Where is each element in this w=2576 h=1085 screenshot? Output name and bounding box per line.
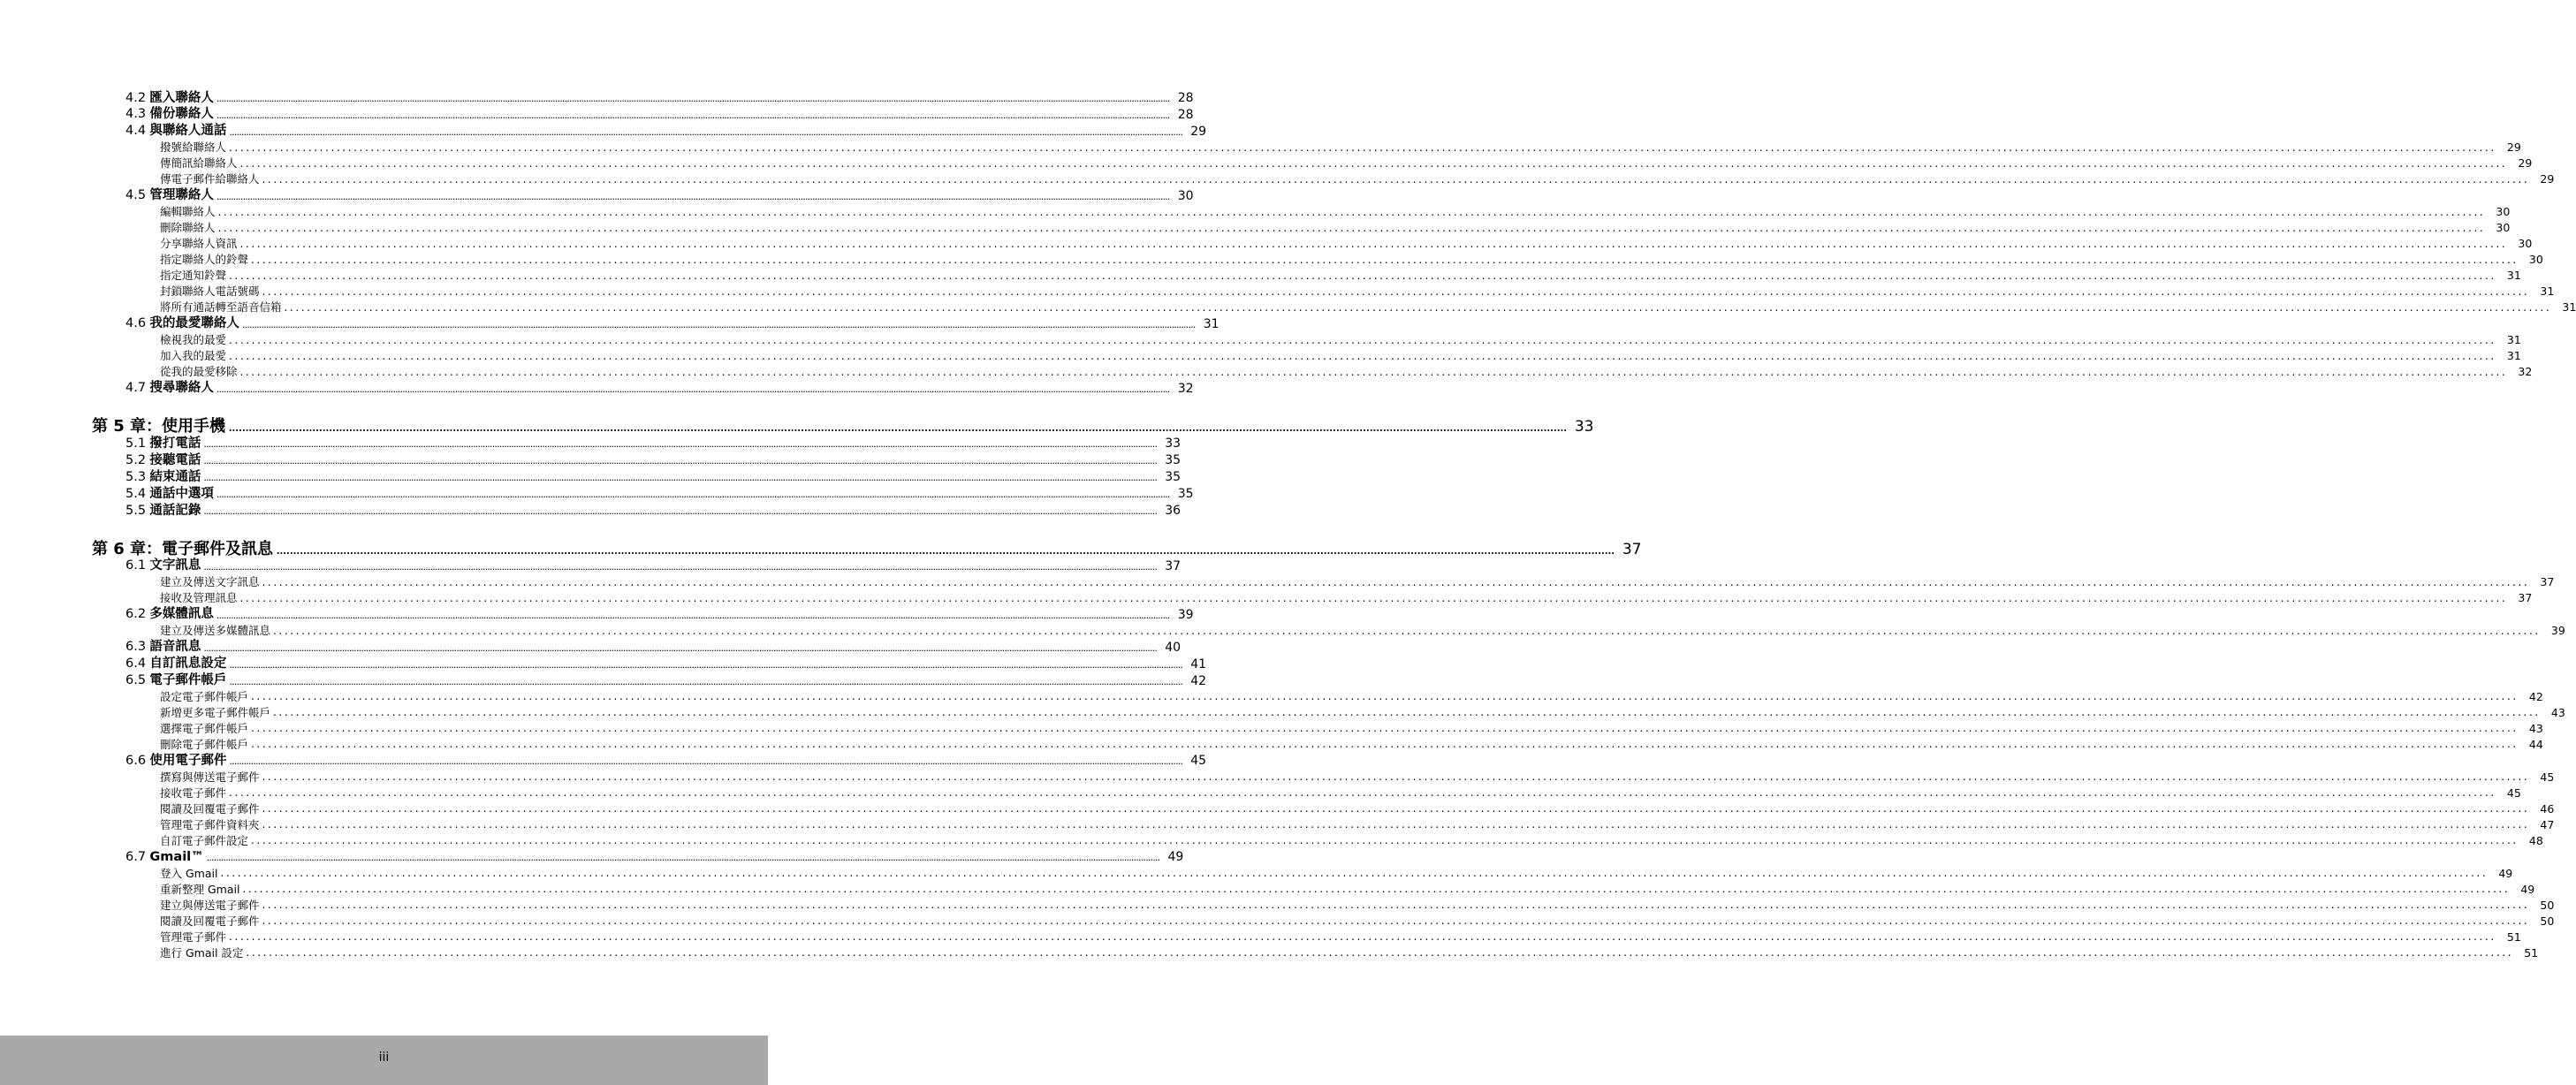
section-number: 5.5 xyxy=(125,503,147,518)
toc-entry-sub[interactable] xyxy=(160,574,2555,589)
dot-leader: ................................................................................................................................................................................................................................................................................................................................................................................................................ xyxy=(273,706,2541,719)
toc-entry-section[interactable] xyxy=(125,89,1194,105)
dot-leader: ................................................................................................................................................................................................................................................................................................................................................................................................................ xyxy=(203,472,1158,484)
toc-entry-title: 傳簡訊給聯絡人 xyxy=(160,156,238,171)
toc-page-number: 36 xyxy=(1165,504,1182,518)
toc-entry-label xyxy=(125,608,214,621)
toc-page-number: 51 xyxy=(2506,929,2521,944)
dot-leader: ................................................................................................................................................................................................................................................................................................................................................................................................................ xyxy=(216,109,1170,121)
toc-entry-title: 封鎖聯絡人電話號碼 xyxy=(160,285,260,299)
toc-entry-section[interactable] xyxy=(125,106,1194,122)
toc-page-number: 50 xyxy=(2540,898,2555,912)
toc-page-number: 44 xyxy=(2528,737,2543,751)
toc-page-number: 31 xyxy=(2506,269,2521,283)
toc-entry-title: 管理聯絡人 xyxy=(149,188,214,203)
toc-page-number: 39 xyxy=(1177,607,1194,622)
toc-page-number: 29 xyxy=(2506,140,2521,155)
toc-entry-title: 電子郵件帳戶 xyxy=(149,673,227,687)
section-number: 6.2 xyxy=(125,607,147,622)
toc-entry-sub[interactable] xyxy=(160,300,2576,315)
section-number: 4.4 xyxy=(125,124,147,139)
toc-entry-title: 刪除電子郵件帳戶 xyxy=(160,737,249,751)
toc-page-number: 30 xyxy=(2518,237,2533,251)
toc-entry-sub[interactable] xyxy=(160,720,2543,735)
toc-entry-label xyxy=(160,801,260,816)
dot-leader: ................................................................................................................................................................................................................................................................................................................................................................................................................ xyxy=(229,125,1183,138)
toc-entry-label xyxy=(160,900,260,912)
dot-leader: ................................................................................................................................................................................................................................................................................................................................................................................................................ xyxy=(229,675,1183,687)
toc-entry-title: 傳電子郵件給聯絡人 xyxy=(160,172,260,186)
toc-entry-label xyxy=(160,945,244,960)
toc-entry-sub[interactable] xyxy=(160,881,2535,896)
section-number: 6.5 xyxy=(125,673,147,687)
toc-page-number: 29 xyxy=(2540,172,2555,186)
toc-page-number: 29 xyxy=(1190,124,1207,139)
toc-entry-title: 第 6 章：電子郵件及訊息 xyxy=(92,539,274,558)
toc-entry-sub[interactable] xyxy=(160,832,2543,847)
page-footer xyxy=(0,1036,768,1085)
toc-entry-sub[interactable] xyxy=(160,364,2533,378)
toc-entry-section[interactable] xyxy=(125,435,1182,451)
toc-entry-sub[interactable] xyxy=(160,800,2555,816)
dot-leader: ................................................................................................................................................................................................................................................................................................................................................................................................................ xyxy=(216,93,1170,104)
toc-entry-title: 與聯絡人通話 xyxy=(149,124,227,139)
toc-entry-section[interactable] xyxy=(125,485,1194,502)
dot-leader: ................................................................................................................................................................................................................................................................................................................................................................................................................ xyxy=(276,540,1615,558)
toc-page-number: 40 xyxy=(1165,640,1182,655)
toc-entry-title: 第 5 章：使用手機 xyxy=(92,417,226,436)
toc-entry-sub[interactable] xyxy=(160,769,2555,784)
toc-entry-title: 設定電子郵件帳戶 xyxy=(160,689,249,703)
toc-page-number: 48 xyxy=(2528,833,2543,847)
dot-leader: ................................................................................................................................................................................................................................................................................................................................................................................................................ xyxy=(229,349,2496,362)
dot-leader: ................................................................................................................................................................................................................................................................................................................................................................................................................ xyxy=(206,852,1160,864)
toc-entry-sub[interactable] xyxy=(160,623,2565,638)
dot-leader: ................................................................................................................................................................................................................................................................................................................................................................................................................ xyxy=(203,560,1158,573)
toc-entry-label xyxy=(125,382,214,395)
toc-page-number: 28 xyxy=(1177,107,1194,122)
dot-leader: ................................................................................................................................................................................................................................................................................................................................................................................................................ xyxy=(229,786,2496,800)
toc-entry-label xyxy=(125,437,201,451)
section-number: 5.1 xyxy=(125,436,147,451)
toc-entry-section[interactable] xyxy=(125,451,1182,468)
dot-leader: ................................................................................................................................................................................................................................................................................................................................................................................................................ xyxy=(216,383,1170,395)
toc-entry-section[interactable] xyxy=(125,639,1182,655)
section-number: 4.7 xyxy=(125,381,147,395)
toc-page-number: 28 xyxy=(1177,91,1194,105)
dot-leader: ................................................................................................................................................................................................................................................................................................................................................................................................................ xyxy=(229,140,2496,154)
dot-leader: ................................................................................................................................................................................................................................................................................................................................................................................................................ xyxy=(229,333,2496,346)
toc-entry-title: 閱讀及回覆電子郵件 xyxy=(160,801,260,816)
toc-page-number: 45 xyxy=(1190,754,1207,769)
toc-page-number: 35 xyxy=(1165,453,1182,468)
toc-entry-label xyxy=(160,335,226,346)
toc-page-number: 47 xyxy=(2540,817,2555,831)
toc-page-number: 30 xyxy=(2496,221,2511,235)
toc-entry-title: 建立及傳送多媒體訊息 xyxy=(160,624,271,638)
dot-leader: ................................................................................................................................................................................................................................................................................................................................................................................................................ xyxy=(262,770,2530,784)
section-number: 6.6 xyxy=(125,753,147,768)
section-number: 6.4 xyxy=(125,656,147,671)
toc-entry-title: 通話中選項 xyxy=(149,486,214,501)
dot-leader: ................................................................................................................................................................................................................................................................................................................................................................................................................ xyxy=(239,156,2508,170)
toc-entry-sub[interactable] xyxy=(160,929,2521,944)
toc-entry-label xyxy=(92,419,225,435)
toc-entry-sub[interactable] xyxy=(160,348,2521,362)
toc-page-number: 45 xyxy=(2506,785,2521,800)
toc-page-number: 51 xyxy=(2524,945,2539,960)
dot-leader: ................................................................................................................................................................................................................................................................................................................................................................................................................ xyxy=(229,269,2496,282)
toc-entry-label xyxy=(125,674,226,687)
toc-entry-title: 接聽電話 xyxy=(149,452,201,467)
toc-entry-label xyxy=(125,641,201,654)
toc-entry-sub[interactable] xyxy=(160,897,2555,912)
toc-entry-label xyxy=(125,189,214,202)
dot-leader: ................................................................................................................................................................................................................................................................................................................................................................................................................ xyxy=(216,609,1170,621)
toc-entry-title: 建立與傳送電子郵件 xyxy=(160,898,260,912)
toc-page-number: 37 xyxy=(1622,540,1642,558)
dot-leader: ................................................................................................................................................................................................................................................................................................................................................................................................................ xyxy=(229,658,1183,671)
toc-entry-sub[interactable] xyxy=(160,156,2533,171)
toc-entry-label xyxy=(160,737,249,751)
toc-entry-title: Gmail™ xyxy=(149,849,204,864)
toc-page-number: 33 xyxy=(1165,436,1182,451)
toc-entry-label xyxy=(160,351,226,362)
dot-leader: ................................................................................................................................................................................................................................................................................................................................................................................................................ xyxy=(217,205,2486,218)
dot-leader: ................................................................................................................................................................................................................................................................................................................................................................................................................ xyxy=(262,285,2530,298)
toc-entry-sub[interactable] xyxy=(160,704,2565,719)
toc-entry-title: 閱讀及回覆電子郵件 xyxy=(160,914,260,928)
toc-page-number: 31 xyxy=(1203,316,1220,331)
toc-page-number: 43 xyxy=(2528,721,2543,735)
dot-leader: ................................................................................................................................................................................................................................................................................................................................................................................................................ xyxy=(216,190,1170,202)
toc-entry-chapter[interactable] xyxy=(92,538,1642,558)
toc-entry-label xyxy=(160,302,282,314)
toc-entry-sub[interactable] xyxy=(160,688,2543,703)
dot-leader: ................................................................................................................................................................................................................................................................................................................................................................................................................ xyxy=(246,946,2514,960)
dot-leader: ................................................................................................................................................................................................................................................................................................................................................................................................................ xyxy=(251,722,2519,735)
toc-page-number: 49 xyxy=(2498,866,2513,880)
toc-entry-label xyxy=(160,223,216,234)
toc-entry-title: 從我的最愛移除 xyxy=(160,365,238,378)
toc-entry-sub[interactable] xyxy=(160,913,2555,928)
toc-entry-label xyxy=(125,505,201,518)
toc-entry-section[interactable] xyxy=(125,315,1220,331)
toc-entry-title: 文字訊息 xyxy=(149,558,201,573)
toc-entry-section[interactable] xyxy=(125,606,1194,622)
toc-entry-title: 搜尋聯絡人 xyxy=(149,381,214,395)
toc-entry-title: 管理電子郵件資料夾 xyxy=(160,817,260,831)
toc-entry-section[interactable] xyxy=(125,656,1207,671)
section-number: 6.3 xyxy=(125,640,147,655)
page-number: iii xyxy=(378,1051,390,1065)
toc-entry-label xyxy=(160,705,271,719)
toc-entry-label xyxy=(125,317,239,330)
toc-page-number: 43 xyxy=(2550,705,2565,719)
toc-page-number: 30 xyxy=(2496,205,2511,219)
dot-leader: ................................................................................................................................................................................................................................................................................................................................................................................................................ xyxy=(284,300,2552,314)
toc-entry-label xyxy=(125,488,214,501)
toc-entry-label xyxy=(160,174,260,186)
toc-entry-label xyxy=(160,817,260,831)
toc-entry-section[interactable] xyxy=(125,502,1182,518)
toc-entry-sub[interactable] xyxy=(160,785,2521,800)
toc-entry-label xyxy=(160,270,226,282)
toc-entry-label xyxy=(125,755,226,768)
toc-page-number: 31 xyxy=(2540,285,2555,299)
toc-entry-label xyxy=(160,833,249,847)
toc-entry-title: 自訂電子郵件設定 xyxy=(160,833,249,847)
toc-entry-chapter[interactable] xyxy=(92,415,1594,436)
toc-entry-section[interactable] xyxy=(125,558,1182,573)
toc-page-number: 45 xyxy=(2540,770,2555,784)
toc-entry-title: 匯入聯絡人 xyxy=(149,90,214,105)
toc-entry-label xyxy=(92,539,274,558)
toc-entry-title: 重新整理 Gmail xyxy=(160,882,240,896)
dot-leader: ................................................................................................................................................................................................................................................................................................................................................................................................................ xyxy=(203,455,1158,467)
toc-page-number: 37 xyxy=(2540,575,2555,589)
toc-page-number: 35 xyxy=(1165,470,1182,485)
dot-leader: ................................................................................................................................................................................................................................................................................................................................................................................................................ xyxy=(239,365,2508,378)
toc-entry-label xyxy=(160,626,270,637)
toc-entry-sub[interactable] xyxy=(160,204,2511,219)
toc-entry-title: 通話記錄 xyxy=(149,503,201,518)
toc-entry-label xyxy=(160,367,238,378)
dot-leader: ................................................................................................................................................................................................................................................................................................................................................................................................................ xyxy=(273,624,2541,637)
dot-leader: ................................................................................................................................................................................................................................................................................................................................................................................................................ xyxy=(220,867,2489,880)
toc-entry-title: 撥打電話 xyxy=(149,436,201,451)
toc-entry-title: 指定聯絡人的鈴聲 xyxy=(160,253,249,267)
dot-leader: ................................................................................................................................................................................................................................................................................................................................................................................................................ xyxy=(262,914,2530,928)
toc-entry-label xyxy=(160,239,238,250)
toc-entry-title: 撰寫與傳送電子郵件 xyxy=(160,770,260,784)
toc-entry-title: 建立及傳送文字訊息 xyxy=(160,575,260,589)
toc-page-number: 49 xyxy=(1167,850,1184,865)
dot-leader: ................................................................................................................................................................................................................................................................................................................................................................................................................ xyxy=(216,489,1170,501)
toc-entry-label xyxy=(160,929,227,944)
dot-leader: ................................................................................................................................................................................................................................................................................................................................................................................................................ xyxy=(228,418,1567,436)
toc-entry-title: 撥號給聯絡人 xyxy=(160,140,227,155)
toc-page-number: 31 xyxy=(2506,349,2521,362)
toc-entry-section[interactable] xyxy=(125,468,1182,485)
toc-entry-label xyxy=(160,884,239,896)
toc-page-number: 35 xyxy=(1177,487,1194,502)
toc-entry-title: 我的最愛聯絡人 xyxy=(149,316,239,331)
toc-entry-label xyxy=(160,916,260,928)
toc-page-number: 31 xyxy=(2562,300,2576,315)
toc-page-number: 49 xyxy=(2520,882,2535,896)
section-number: 5.2 xyxy=(125,452,147,467)
toc-entry-title: 新增更多電子郵件帳戶 xyxy=(160,705,271,719)
toc-entry-label xyxy=(125,471,201,484)
section-number: 6.1 xyxy=(125,558,147,573)
toc-entry-title: 備份聯絡人 xyxy=(149,107,214,122)
toc-entry-title: 將所有通話轉至語音信箱 xyxy=(160,300,282,315)
toc-entry-sub[interactable] xyxy=(160,332,2521,346)
dot-leader: ................................................................................................................................................................................................................................................................................................................................................................................................................ xyxy=(251,834,2519,847)
dot-leader: ................................................................................................................................................................................................................................................................................................................................................................................................................ xyxy=(242,883,2511,896)
toc-entry-title: 選擇電子郵件帳戶 xyxy=(160,721,249,735)
dot-leader: ................................................................................................................................................................................................................................................................................................................................................................................................................ xyxy=(239,591,2508,604)
toc-entry-title: 登入 Gmail xyxy=(160,866,218,880)
toc-entry-label xyxy=(125,125,226,138)
dot-leader: ................................................................................................................................................................................................................................................................................................................................................................................................................ xyxy=(262,172,2530,186)
toc-entry-sub[interactable] xyxy=(160,236,2533,251)
toc-entry-label xyxy=(125,454,201,467)
toc-entry-section[interactable] xyxy=(125,187,1194,203)
toc-page-number: 42 xyxy=(1190,673,1207,688)
dot-leader: ................................................................................................................................................................................................................................................................................................................................................................................................................ xyxy=(203,641,1158,654)
toc-entry-title: 自訂訊息設定 xyxy=(149,656,227,671)
toc-page-number: 39 xyxy=(2550,624,2565,638)
dot-leader: ................................................................................................................................................................................................................................................................................................................................................................................................................ xyxy=(229,755,1183,768)
dot-leader: ................................................................................................................................................................................................................................................................................................................................................................................................................ xyxy=(251,253,2519,266)
toc-entry-title: 多媒體訊息 xyxy=(149,607,214,622)
section-number: 4.2 xyxy=(125,90,147,105)
dot-leader: ................................................................................................................................................................................................................................................................................................................................................................................................................ xyxy=(262,575,2530,588)
toc-entry-label xyxy=(160,689,249,703)
toc-entry-sub[interactable] xyxy=(160,171,2555,186)
toc-page-number: 33 xyxy=(1574,418,1594,436)
toc-page-number: 32 xyxy=(2518,365,2533,378)
toc-entry-label xyxy=(160,721,249,735)
dot-leader: ................................................................................................................................................................................................................................................................................................................................................................................................................ xyxy=(262,818,2530,831)
toc-entry-label xyxy=(160,286,260,298)
toc-entry-title: 刪除聯絡人 xyxy=(160,221,216,235)
dot-leader: ................................................................................................................................................................................................................................................................................................................................................................................................................ xyxy=(251,738,2519,751)
toc-page-number: 30 xyxy=(2528,253,2543,267)
toc-entry-label xyxy=(160,207,216,218)
toc-entry-title: 結束通話 xyxy=(149,469,201,484)
section-number: 4.6 xyxy=(125,316,147,331)
section-number: 4.3 xyxy=(125,107,147,122)
dot-leader: ................................................................................................................................................................................................................................................................................................................................................................................................................ xyxy=(203,505,1158,517)
toc-entry-label xyxy=(160,593,238,604)
toc-entry-section[interactable] xyxy=(125,752,1207,769)
toc-entry-label xyxy=(125,92,214,105)
toc-entry-label xyxy=(160,785,227,800)
toc-entry-label xyxy=(125,657,226,671)
toc-entry-label xyxy=(160,254,248,266)
toc-entry-sub[interactable] xyxy=(160,865,2513,880)
toc-entry-title: 接收電子郵件 xyxy=(160,785,227,800)
toc-page-number: 46 xyxy=(2540,801,2555,816)
toc-entry-title: 接收及管理訊息 xyxy=(160,591,238,605)
toc-entry-sub[interactable] xyxy=(160,816,2555,831)
dot-leader: ................................................................................................................................................................................................................................................................................................................................................................................................................ xyxy=(262,899,2530,912)
toc-entry-sub[interactable] xyxy=(160,252,2543,267)
section-number: 4.5 xyxy=(125,188,147,203)
toc-page-number: 37 xyxy=(2518,591,2533,605)
toc-entry-sub[interactable] xyxy=(160,736,2543,751)
toc-page-number: 31 xyxy=(2506,333,2521,346)
toc-entry-label xyxy=(160,158,238,170)
toc-entry-title: 指定通知鈴聲 xyxy=(160,269,227,283)
toc-entry-label xyxy=(125,108,214,121)
toc-entry-section[interactable] xyxy=(125,123,1207,139)
dot-leader: ................................................................................................................................................................................................................................................................................................................................................................................................................ xyxy=(239,237,2508,250)
toc-page-number: 37 xyxy=(1165,558,1182,573)
toc-entry-title: 管理電子郵件 xyxy=(160,929,227,944)
toc-entry-title: 進行 Gmail 設定 xyxy=(160,945,244,960)
toc-entry-label xyxy=(160,142,226,154)
toc-entry-section[interactable] xyxy=(125,848,1184,865)
toc-entry-sub[interactable] xyxy=(160,284,2555,299)
toc-entry-label xyxy=(160,772,260,784)
toc-entry-sub[interactable] xyxy=(160,220,2511,235)
toc-page-number: 42 xyxy=(2528,689,2543,703)
dot-leader: ................................................................................................................................................................................................................................................................................................................................................................................................................ xyxy=(241,318,1196,330)
toc-entry-section[interactable] xyxy=(125,380,1194,396)
toc-entry-title: 編輯聯絡人 xyxy=(160,205,216,219)
toc-page-number: 50 xyxy=(2540,914,2555,928)
dot-leader: ................................................................................................................................................................................................................................................................................................................................................................................................................ xyxy=(229,930,2496,944)
toc-entry-label xyxy=(160,577,260,588)
toc-entry-title: 使用電子郵件 xyxy=(149,753,227,768)
toc-entry-sub[interactable] xyxy=(160,268,2521,283)
toc-page-number: 29 xyxy=(2518,156,2533,171)
dot-leader: ................................................................................................................................................................................................................................................................................................................................................................................................................ xyxy=(203,438,1158,451)
toc-entry-title: 分享聯絡人資訊 xyxy=(160,237,238,251)
toc-page-number: 30 xyxy=(1177,188,1194,203)
toc-page-number: 32 xyxy=(1177,381,1194,396)
toc-entry-title: 檢視我的最愛 xyxy=(160,333,227,346)
toc-entry-sub[interactable] xyxy=(160,590,2533,605)
toc-entry-label xyxy=(160,866,218,880)
toc-entry-label xyxy=(125,559,201,573)
section-number: 5.3 xyxy=(125,469,147,484)
toc-entry-title: 加入我的最愛 xyxy=(160,349,227,362)
toc-entry-sub[interactable] xyxy=(160,945,2539,960)
dot-leader: ................................................................................................................................................................................................................................................................................................................................................................................................................ xyxy=(251,690,2519,703)
section-number: 6.7 xyxy=(125,849,147,864)
toc-entry-sub[interactable] xyxy=(160,140,2521,155)
toc-entry-title: 語音訊息 xyxy=(149,640,201,655)
toc-page-number: 41 xyxy=(1190,656,1207,671)
dot-leader: ................................................................................................................................................................................................................................................................................................................................................................................................................ xyxy=(262,802,2530,816)
toc-entry-label xyxy=(125,851,204,864)
section-number: 5.4 xyxy=(125,486,147,501)
dot-leader: ................................................................................................................................................................................................................................................................................................................................................................................................................ xyxy=(217,221,2486,234)
toc-entry-section[interactable] xyxy=(125,672,1207,688)
